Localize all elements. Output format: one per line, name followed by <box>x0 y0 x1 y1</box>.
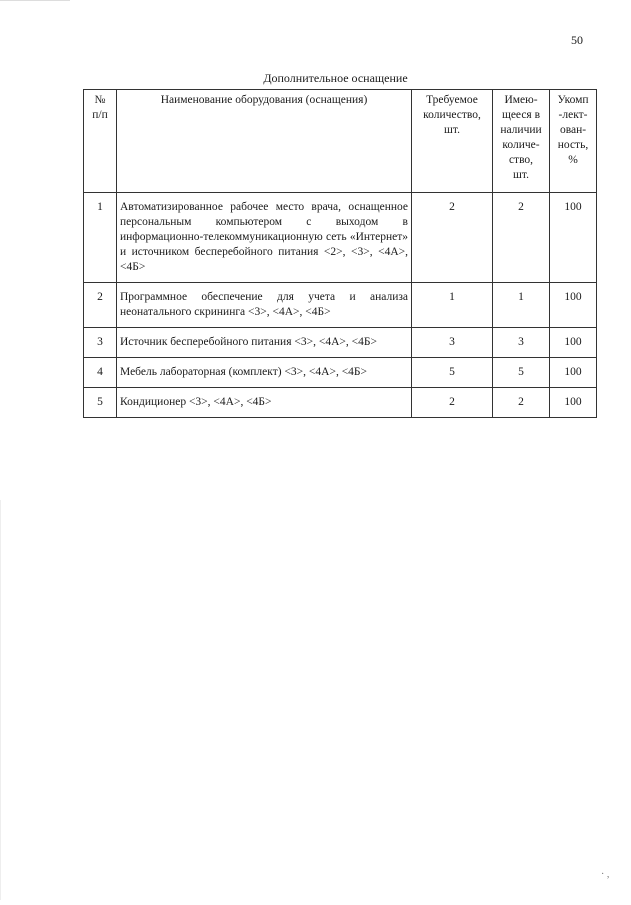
header-available: Имею- щееся в наличии количе- ство, шт. <box>493 90 550 193</box>
row-num: 1 <box>84 193 117 283</box>
row-required: 2 <box>412 388 493 418</box>
table-row <box>84 193 597 283</box>
row-percent: 100 <box>550 358 597 388</box>
row-percent: 100 <box>550 193 597 283</box>
row-name: Автоматизированное рабочее место врача, оснащенное персональным компьютером с выходом в информационно-телекоммуникационную сеть «Интернет» и источником бесперебойного питания <2>, <3>, <4А>, <4Б> <box>117 193 412 283</box>
row-available: 2 <box>493 193 550 283</box>
row-percent: 100 <box>550 283 597 328</box>
header-num: № п/п <box>84 90 117 193</box>
table-title: Дополнительное оснащение <box>263 71 408 85</box>
row-required: 2 <box>412 193 493 283</box>
row-name: Кондиционер <3>, <4А>, <4Б> <box>117 388 412 418</box>
header-name: Наименование оборудования (оснащения) <box>117 90 412 193</box>
row-available: 1 <box>493 283 550 328</box>
page-number: 50 <box>571 33 583 47</box>
row-required: 1 <box>412 283 493 328</box>
header-percent: Укомп -лект- ован- ность, % <box>550 90 597 193</box>
row-percent: 100 <box>550 388 597 418</box>
row-name: Источник бесперебойного питания <3>, <4А>, <4Б> <box>117 328 412 358</box>
scan-edge-line <box>0 0 70 1</box>
row-num: 3 <box>84 328 117 358</box>
equipment-table <box>83 89 597 418</box>
row-available: 5 <box>493 358 550 388</box>
row-name: Мебель лабораторная (комплект) <3>, <4А>, <4Б> <box>117 358 412 388</box>
table-row <box>84 283 597 328</box>
scan-artifact-dot: · , <box>601 869 610 880</box>
row-available: 2 <box>493 388 550 418</box>
scan-margin-line <box>0 500 1 900</box>
row-percent: 100 <box>550 328 597 358</box>
table-row <box>84 358 597 388</box>
table-row <box>84 328 597 358</box>
row-num: 5 <box>84 388 117 418</box>
row-available: 3 <box>493 328 550 358</box>
row-num: 4 <box>84 358 117 388</box>
row-required: 3 <box>412 328 493 358</box>
header-required: Требуемое количество, шт. <box>412 90 493 193</box>
row-name: Программное обеспечение для учета и анализа неонатального скрининга <3>, <4А>, <4Б> <box>117 283 412 328</box>
table-header-row <box>84 90 597 193</box>
table-row <box>84 388 597 418</box>
row-required: 5 <box>412 358 493 388</box>
row-num: 2 <box>84 283 117 328</box>
